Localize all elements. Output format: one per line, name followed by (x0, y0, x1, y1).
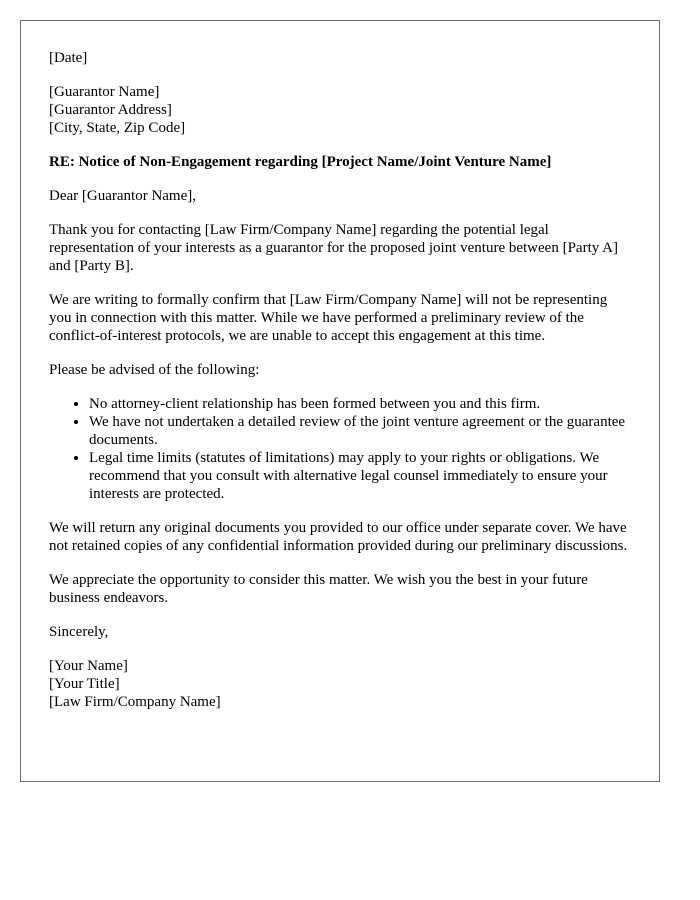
list-intro: Please be advised of the following: (49, 362, 260, 378)
closing: Sincerely, (49, 624, 109, 640)
body-paragraph-4: We appreciate the opportunity to consider this matter. We wish you the best in your future business endeavors. (49, 572, 588, 606)
body-paragraph-2: We are writing to formally confirm that [Law Firm/Company Name] will not be representing you in connection with this matter. While we have performed a preliminary review of the conflict-of-interest protocols, we are unable to accept this engagement at this time. (49, 292, 608, 344)
body-paragraph-1: Thank you for contacting [Law Firm/Company Name] regarding the potential legal representation of your interests as a guarantor for the proposed joint venture between [Party A] and [Party B]. (49, 222, 618, 274)
list-item: • We have not undertaken a detailed review of the joint venture agreement or the guarantee documents. (89, 413, 631, 449)
list-item: • No attorney-client relationship has been formed between you and this firm. (89, 395, 631, 413)
letter-page (20, 20, 660, 782)
list-item: • Legal time limits (statutes of limitations) may apply to your rights or obligations. We recommend that you consult with alternative legal counsel immediately to ensure your interests are protected. (89, 449, 631, 503)
signer-title: [Your Title] (49, 676, 120, 692)
salutation: Dear [Guarantor Name], (49, 188, 197, 204)
signer-firm: [Law Firm/Company Name] (49, 694, 221, 710)
signature-block (49, 657, 631, 711)
recipient-address-block (49, 83, 631, 137)
advisory-list (49, 395, 631, 503)
subject-line: RE: Notice of Non-Engagement regarding [Project Name/Joint Venture Name] (49, 154, 552, 170)
recipient-address: [Guarantor Address] (49, 102, 172, 118)
recipient-name: [Guarantor Name] (49, 84, 160, 100)
signer-name: [Your Name] (49, 658, 128, 674)
letter-date: [Date] (49, 50, 88, 66)
recipient-city-state-zip: [City, State, Zip Code] (49, 120, 186, 136)
body-paragraph-3: We will return any original documents you provided to our office under separate cover. We have not retained copies of any confidential information provided during our preliminary discussions. (49, 520, 628, 554)
